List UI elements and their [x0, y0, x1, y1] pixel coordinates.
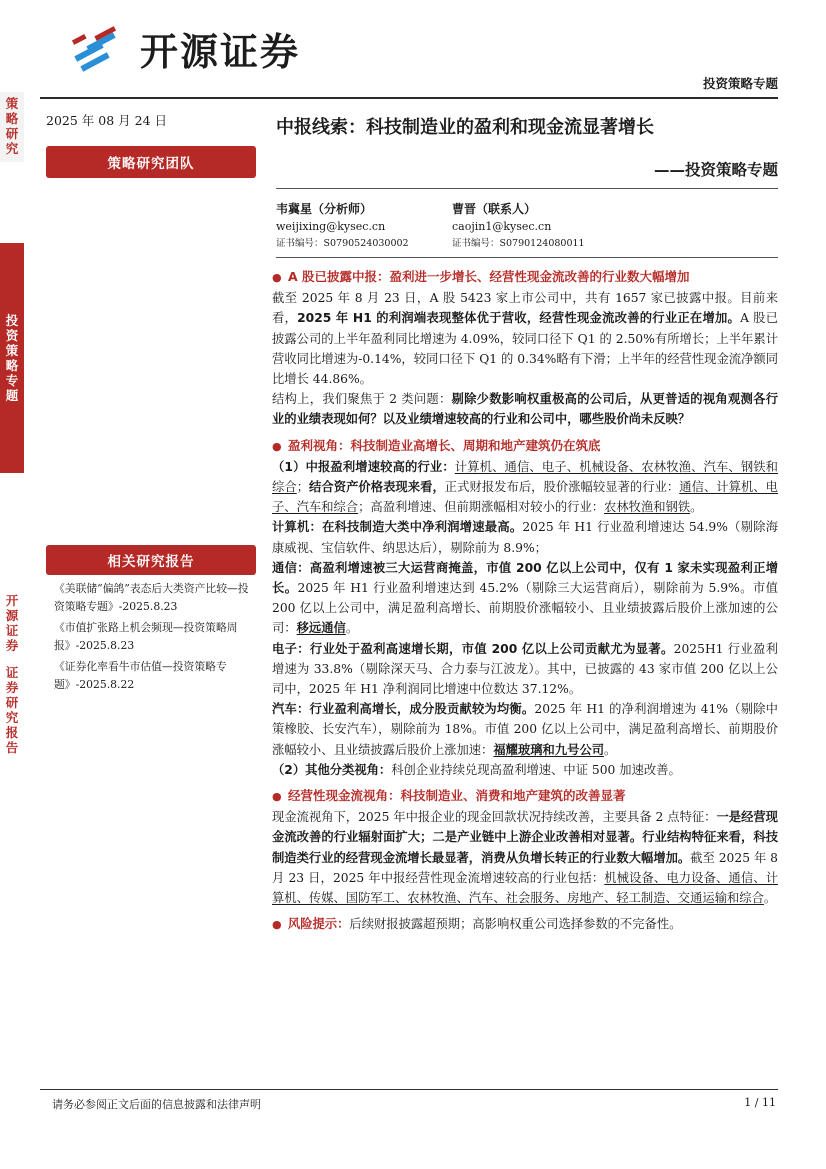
section-heading: ● 经营性现金流视角：科技制造业、消费和地产建筑的改善显著 — [272, 788, 626, 804]
paragraph: 结构上，我们聚焦于 2 类问题：剔除少数影响权重极高的公司后，从更普适的视角观测各行业的业绩表现如何？以及业绩增速较高的行业和公司中，哪些股价尚未反映？ — [272, 392, 778, 427]
paragraph: 汽车：行业盈利高增长，成分股贡献较为均衡。2025 年 H1 的净利润增速为 41%（剔除中策橡胶、长安汽车），剔除前为 18%。市值 200 亿以上公司中，满足盈利高增长、前期股价涨幅较小、且业绩披露后股价上涨加速：福耀玻璃和九号公司。 — [272, 702, 778, 757]
page-title: 中报线索：科技制造业的盈利和现金流显著增长 — [276, 117, 654, 138]
kaiyuan-logo-icon — [72, 23, 130, 73]
contact-email[interactable]: caojin1@kysec.cn — [452, 220, 552, 233]
side-tab-char: 究 — [5, 141, 19, 156]
side-tab-strategy-research — [0, 92, 24, 162]
side-tab-char: 告 — [5, 740, 19, 755]
paragraph: 现金流视角下，2025 年中报企业的现金回款状况持续改善，主要具备 2 点特征：一是经营现金流改善的行业辐射面扩大；二是产业链中上游企业改善相对显著。行业结构特征来看，科技制造类行业的经营现金流增长最显著，消费从负增长转正的行业数大幅增加。截至 2025 年 8 月 23 日，2025 年中报经营性现金流增速较高的行业包括：机械设备、电力设备、通信、计算机、传媒、国防军工、农林牧渔、汽车、社会服务、房地产、轻工制造、交通运输和综合。 — [272, 810, 778, 906]
bullet-icon: ● — [272, 790, 282, 804]
side-tab-char: 券 — [5, 680, 19, 695]
paragraph: 计算机：在科技制造大类中净利润增速最高。2025 年 H1 行业盈利增速达 54.9%（剔除海康威视、宝信软件、纳思达后），剔除前为 8.9%； — [272, 520, 778, 555]
bullet-icon: ● — [272, 918, 282, 932]
logo-text: 开源证券 — [140, 29, 301, 74]
contact-card — [452, 201, 585, 252]
side-tab-securities-report — [0, 593, 24, 763]
paragraph: 截至 2025 年 8 月 23 日，A 股 5423 家上市公司中，共有 1657 家已披露中报。目前来看，2025 年 H1 的利润端表现整体优于营收，经营性现金流改善的行业正在增加。A 股已披露公司的上半年盈利同比增速为 4.09%，较同口径下 Q1 的 2.50%有所增长；上半年累计营收同比增速为-0.14%，较同口径下 Q1 的 0.34%略有下滑；上半年的经营性现金流净额同比增长 44.86%。 — [272, 291, 778, 387]
footer-divider — [40, 1089, 778, 1090]
paragraph: （1）中报盈利增速较高的行业：计算机、通信、电子、机械设备、农林牧渔、汽车、钢铁和综合；结合资产价格表现来看，正式财报发布后，股价涨幅较显著的行业：通信、计算机、电子、汽车和综合；高盈利增速、但前期涨幅相对较小的行业：农林牧渔和钢铁。 — [272, 459, 778, 515]
paragraph: 通信：高盈利增速被三大运营商掩盖，市值 200 亿以上公司中，仅有 1 家未实现盈利正增长。2025 年 H1 行业盈利增速达到 45.2%（剔除三大运营商后），剔除前为 5.9%。市值 200 亿以上公司中，满足盈利高增长、前期股价涨幅较小、且业绩披露后股价上涨加速的公司：移远通信。 — [272, 560, 778, 636]
team-label: 策略研究团队 — [46, 146, 256, 178]
analyst-license: 证书编号：S0790524030002 — [276, 238, 409, 249]
analyst-name: 韦冀星（分析师） — [276, 202, 373, 216]
side-tab-char: 开 — [5, 593, 19, 608]
analyst-card — [276, 201, 409, 252]
footer-disclaimer[interactable]: 请务必参阅正文后面的信息披露和法律声明 — [52, 1098, 261, 1111]
analyst-email[interactable]: weijixing@kysec.cn — [276, 220, 386, 233]
side-tab-char: 略 — [5, 358, 19, 373]
side-tab-char: 专 — [5, 373, 19, 388]
report-date: 2025 年 08 月 24 日 — [46, 113, 167, 128]
paragraph: （2）其他分类视角：科创企业持续兑现高盈利增速、中证 500 加速改善。 — [272, 762, 681, 777]
paragraph: 电子：行业处于盈利高速增长期，市值 200 亿以上公司贡献尤为显著。2025H1 行业盈利增速为 33.8%（剔除深天马、合力泰与江波龙）。其中，已披露的 43 家市值 200 亿以上公司中，2025 年 H1 净利润同比增速中位数达 37.12%。 — [272, 641, 778, 697]
bullet-icon: ● — [272, 271, 282, 284]
page-number: 1 / 11 — [744, 1096, 776, 1109]
title-divider — [276, 188, 778, 189]
related-reports-list — [54, 580, 254, 697]
contact-license: 证书编号：S0790124080011 — [452, 238, 585, 249]
side-tab-char: 源 — [5, 608, 19, 623]
side-tab-char: 证 — [5, 623, 19, 638]
report-body — [272, 264, 778, 936]
side-tab-char: 略 — [5, 111, 19, 126]
section-heading: ● A 股已披露中报：盈利进一步增长、经营性现金流改善的行业数大幅增加 — [272, 269, 690, 284]
contact-name: 曹晋（联系人） — [452, 202, 537, 216]
analyst-divider — [276, 257, 778, 258]
header-divider — [40, 97, 778, 99]
related-reports-label: 相关研究报告 — [46, 545, 256, 575]
side-tab-char: 报 — [5, 725, 19, 740]
side-tab-char: 策 — [5, 96, 19, 111]
section-heading: ● 盈利视角：科技制造业高增长、周期和地产建筑仍在筑底 — [272, 437, 601, 453]
report-type-label: 投资策略专题 — [702, 76, 778, 91]
side-tab-investment-strategy — [0, 243, 24, 473]
side-tab-char: 研 — [5, 126, 19, 141]
side-tab-char: 投 — [5, 313, 19, 328]
side-tab-char: 研 — [5, 695, 19, 710]
company-logo — [72, 22, 300, 74]
side-tab-char: 究 — [5, 710, 19, 725]
side-tab-char: 策 — [5, 343, 19, 358]
risk-paragraph: ● 风险提示：后续财报披露超预期；高影响权重公司选择参数的不完备性。 — [272, 917, 682, 932]
side-tab-char: 券 — [5, 638, 19, 653]
related-report-item[interactable]: 《市值扩张路上机会频现—投资策略周报》-2025.8.23 — [54, 621, 238, 652]
page-subtitle: ——投资策略专题 — [653, 161, 778, 179]
bullet-icon: ● — [272, 439, 282, 453]
related-report-item[interactable]: 《美联储“偏鸽”表态后大类资产比较—投资策略专题》-2025.8.23 — [54, 582, 249, 613]
side-tab-char: 题 — [5, 388, 19, 403]
side-tab-char: 资 — [5, 328, 19, 343]
side-tab-char: 证 — [5, 665, 19, 680]
related-report-item[interactable]: 《证券化率看牛市估值—投资策略专题》-2025.8.22 — [54, 660, 227, 691]
